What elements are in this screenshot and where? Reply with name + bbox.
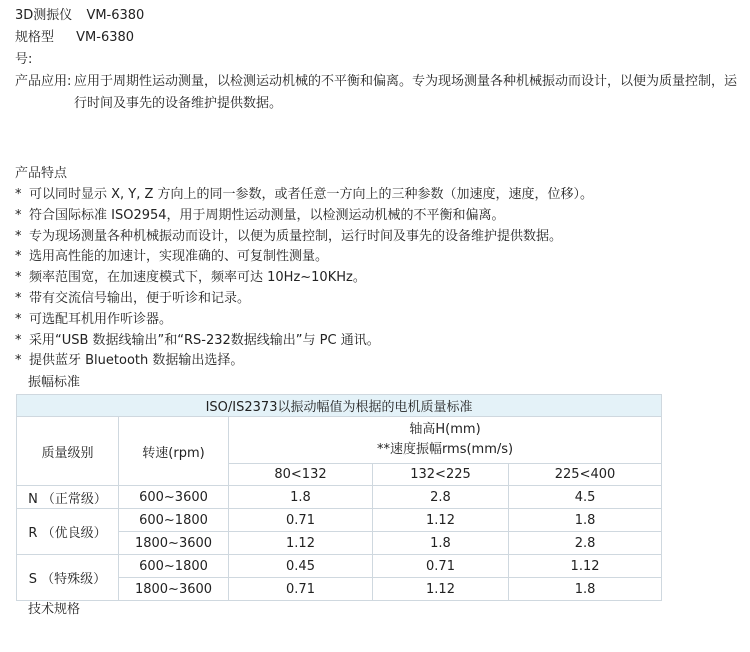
feature-item: * 带有交流信号输出，便于听诊和记录。 [15, 289, 593, 310]
value-cell: 0.71 [229, 509, 373, 532]
bullet-star: * [15, 207, 22, 223]
table-row [17, 486, 662, 509]
feature-item: * 可以同时显示 X, Y, Z 方向上的同一参数，或者任意一方向上的三种参数（加速度，速度，位移）。 [15, 185, 593, 206]
feature-item: * 可选配耳机用作听诊器。 [15, 310, 593, 331]
value-cell: 0.71 [373, 555, 509, 578]
feature-item: * 采用“USB 数据线输出”和“RS-232数据线输出”与 PC 通讯。 [15, 331, 593, 352]
value-cell: 4.5 [509, 486, 662, 509]
product-name-line [15, 7, 144, 25]
application-text: 应用于周期性运动测量，以检测运动机械的不平衡和偏离。专为现场测量各种机械振动而设计，以便为质量控制，运行时间及事先的设备维护提供数据。 [74, 74, 738, 111]
header-shaft-height [229, 417, 662, 464]
header-speed: 转速(rpm) [119, 417, 229, 486]
speed-cell: 600~1800 [119, 555, 229, 578]
value-cell: 2.8 [373, 486, 509, 509]
vibration-standard-table [16, 394, 662, 601]
height-range-3: 225<400 [509, 464, 662, 486]
bullet-star: * [15, 270, 22, 286]
bullet-star: * [15, 353, 22, 369]
application-label: 产品应用: [15, 74, 72, 89]
value-cell: 1.12 [373, 509, 509, 532]
bullet-star: * [15, 311, 22, 327]
header-height-label: 轴高H(mm) [409, 422, 481, 437]
product-name-value: VM-6380 [86, 8, 145, 23]
value-cell: 1.12 [373, 578, 509, 601]
product-name-label: 3D测振仪 [15, 8, 73, 23]
product-model-label: 规格型 [15, 30, 55, 45]
features-list [15, 185, 593, 372]
features-section [15, 165, 593, 372]
bullet-star: * [15, 249, 22, 265]
value-cell: 0.71 [229, 578, 373, 601]
bullet-star: * [15, 187, 22, 202]
product-model-line [15, 29, 134, 47]
value-cell: 2.8 [509, 532, 662, 555]
value-cell: 1.8 [373, 532, 509, 555]
amplitude-standard-title: 振幅标准 [28, 375, 81, 390]
features-title: 产品特点 [15, 166, 68, 181]
value-cell: 1.12 [229, 532, 373, 555]
height-range-2: 132<225 [373, 464, 509, 486]
speed-cell: 600~1800 [119, 509, 229, 532]
speed-cell: 600~3600 [119, 486, 229, 509]
technical-specs-title: 技术规格 [28, 602, 81, 617]
value-cell: 1.8 [509, 578, 662, 601]
speed-cell: 1800~3600 [119, 578, 229, 601]
feature-item: * 提供蓝牙 Bluetooth 数据输出选择。 [15, 351, 593, 372]
feature-item: * 频率范围宽，在加速度模式下，频率可达 10Hz~10KHz。 [15, 268, 593, 289]
feature-item: * 专为现场测量各种机械振动而设计，以便为质量控制，运行时间及事先的设备维护提供数据。 [15, 227, 593, 248]
product-model-label-wrap: 号: [15, 52, 33, 67]
value-cell: 1.8 [509, 509, 662, 532]
table-row [17, 509, 662, 532]
grade-cell: R （优良级） [17, 509, 119, 555]
bullet-star: * [15, 228, 22, 244]
header-grade: 质量级别 [17, 417, 119, 486]
bullet-star: * [15, 290, 22, 306]
grade-cell: S （特殊级） [17, 555, 119, 601]
height-range-1: 80<132 [229, 464, 373, 486]
grade-cell: N （正常级） [17, 486, 119, 509]
value-cell: 0.45 [229, 555, 373, 578]
bullet-star: * [15, 332, 22, 348]
header-velocity-label: **速度振幅rms(mm/s) [376, 442, 514, 457]
table-caption: ISO/IS2373以振动幅值为根据的电机质量标准 [17, 395, 662, 417]
speed-cell: 1800~3600 [119, 532, 229, 555]
value-cell: 1.8 [229, 486, 373, 509]
value-cell: 1.12 [509, 555, 662, 578]
product-model-value: VM-6380 [76, 30, 135, 45]
feature-item: * 符合国际标准 ISO2954，用于周期性运动测量，以检测运动机械的不平衡和偏离。 [15, 206, 593, 227]
table-row [17, 555, 662, 578]
feature-item: * 选用高性能的加速计，实现准确的、可复制性测量。 [15, 247, 593, 268]
